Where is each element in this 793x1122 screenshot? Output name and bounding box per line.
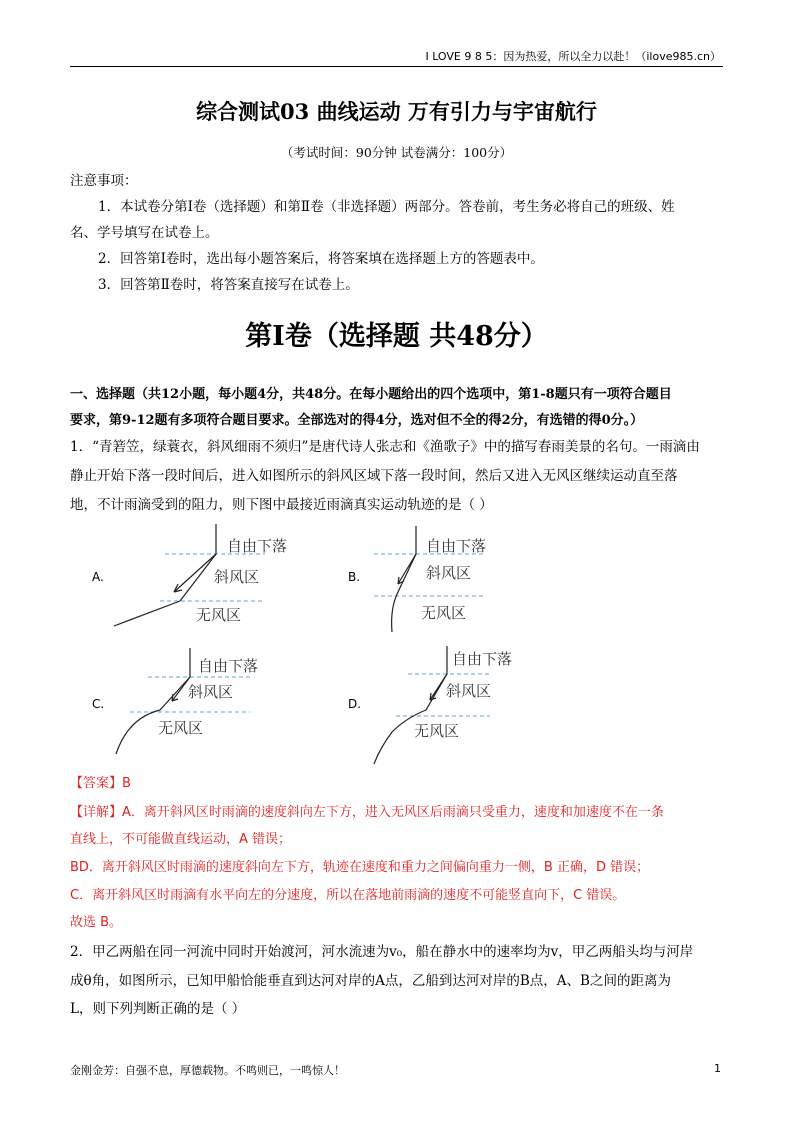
- explanation-line4: C．离开斜风区时雨滴有水平向左的分速度，所以在落地前雨滴的速度不可能竖直向下，C 错误。: [70, 888, 626, 903]
- footer-motto: 金刚金芳：自强不息，厚德载物。不鸣则已，一鸣惊人！: [70, 1064, 345, 1077]
- label-free-fall: 自由下落: [426, 537, 487, 555]
- label-no-wind: 无风区: [414, 722, 460, 740]
- question-1-line1: 1．“青箬笠，绿蓑衣，斜风细雨不须归”是唐代诗人张志和《渔歌子》中的描写春雨美景的名句。一雨滴由: [70, 439, 700, 455]
- explanation-text: A．离开斜风区时雨滴的速度斜向左下方，进入无风区后雨滴只受重力，速度和加速度不在一条: [122, 805, 664, 820]
- option-a-figure: [110, 522, 300, 632]
- notice-item-1-line2: 名、学号填写在试卷上。: [70, 225, 219, 241]
- answer-label: 【答案】: [70, 776, 123, 791]
- option-c-label: C.: [92, 697, 105, 711]
- option-d-label: D.: [348, 697, 362, 711]
- trajectory-lower: [114, 601, 180, 626]
- question-1-line2: 静止开始下落一段时间后，进入如图所示的斜风区域下落一段时间，然后又进入无风区继续运动直至落: [70, 468, 678, 484]
- label-wind-zone: 斜风区: [214, 568, 260, 586]
- trajectory-mid: [180, 554, 216, 601]
- trajectory: [392, 554, 416, 632]
- volume-title: 第Ⅰ卷（选择题 共48分）: [245, 321, 548, 352]
- trajectory: [374, 674, 447, 764]
- wind-path: [174, 554, 216, 592]
- explanation-label: 【详解】: [70, 805, 123, 820]
- option-b-figure: [366, 524, 526, 634]
- trajectory: [116, 677, 190, 754]
- label-free-fall: 自由下落: [227, 537, 288, 555]
- label-no-wind: 无风区: [421, 604, 467, 622]
- header-divider: [70, 66, 723, 67]
- question-2-line2: 成θ角，如图所示，已知甲船恰能垂直到达河对岸的A点，乙船到达河对岸的B点，A、B之间的距离为: [70, 973, 671, 989]
- question-2-line1: 2．甲乙两船在同一河流中同时开始渡河，河水流速为v₀，船在静水中的速率均为v，甲乙两船头均与河岸: [70, 944, 694, 960]
- explanation-line1: [70, 799, 664, 827]
- explanation-line2: 直线上，不可能做直线运动，A 错误；: [70, 832, 292, 847]
- question-2-line3: L，则下列判断正确的是（ ）: [70, 1001, 246, 1017]
- notice-item-3: 3．回答第Ⅱ卷时，将答案直接写在试卷上。: [98, 277, 359, 293]
- option-c-figure: [110, 644, 280, 756]
- option-a-label: A.: [92, 570, 104, 584]
- section-heading-line2: 要求，第9-12题有多项符合题目要求。全部选对的得4分，选对但不全的得2分，有选错的得0分。）: [70, 413, 644, 428]
- exam-info: （考试时间：90分钟 试卷满分：100分）: [280, 145, 513, 160]
- answer-value: B: [122, 776, 131, 791]
- header-text: I LOVE 9 8 5：因为热爱，所以全力以赴！（ilove985.cn）: [425, 50, 721, 63]
- option-d-figure: [366, 640, 536, 768]
- label-wind-zone: 斜风区: [426, 564, 472, 582]
- section-heading-line1: 一、选择题（共12小题，每小题4分，共48分。在每小题给出的四个选项中，第1-8题只有一项符合题目: [70, 387, 672, 402]
- page-title: 综合测试03 曲线运动 万有引力与宇宙航行: [196, 99, 597, 124]
- option-b-label: B.: [348, 570, 361, 584]
- page-number: 1: [714, 1062, 721, 1075]
- label-no-wind: 无风区: [196, 606, 242, 624]
- label-wind-zone: 斜风区: [446, 682, 492, 700]
- notice-item-2: 2．回答第Ⅰ卷时，选出每小题答案后，将答案填在选择题上方的答题表中。: [98, 251, 544, 267]
- label-free-fall: 自由下落: [198, 657, 259, 675]
- notice-heading: 注意事项：: [70, 173, 138, 189]
- label-free-fall: 自由下落: [452, 650, 513, 668]
- explanation-line3: BD．离开斜风区时雨滴的速度斜向左下方，轨迹在速度和重力之间偏向重力一侧，B 正确，D 错误；: [70, 860, 650, 875]
- answer: [70, 770, 131, 798]
- explanation-conclusion: 故选 B。: [70, 915, 123, 930]
- label-wind-zone: 斜风区: [188, 683, 234, 701]
- notice-item-1-line1: 1．本试卷分第Ⅰ卷（选择题）和第Ⅱ卷（非选择题）两部分。答卷前，考生务必将自己的班级、姓: [98, 199, 675, 215]
- label-no-wind: 无风区: [158, 719, 204, 737]
- question-1-line3: 地，不计雨滴受到的阻力，则下图中最接近雨滴真实运动轨迹的是（ ）: [70, 497, 493, 513]
